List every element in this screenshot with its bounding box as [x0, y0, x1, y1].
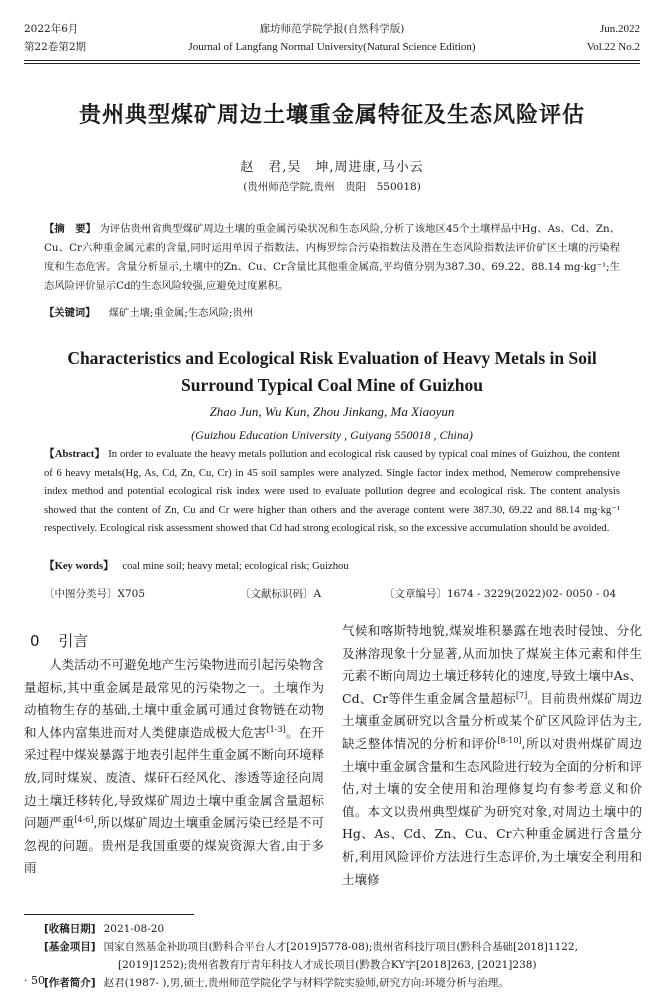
keywords-en-text: coal mine soil; heavy metal; ecological risk; Guizhou	[122, 561, 349, 572]
body-text: 人类活动不可避免地产生污染物进而引起污染物含量超标,其中重金属是最常见的污染物之一。土壤作为动植物生存的基础,土壤中重金属可通过食物链在动物和人体内富集进而对人类健康造成极大危害	[24, 657, 325, 740]
affiliation-cn: (贵州师范学院,贵州 贵阳 550018)	[243, 181, 421, 193]
footnote-fund	[44, 938, 644, 956]
body-column-right	[342, 620, 642, 891]
body-paragraph	[342, 620, 642, 891]
body-text: ,所以对贵州煤矿周边土壤中重金属含量和生态风险进行较为全面的分析和评估,对土壤的安全使用和治理修复均有参考意义和价值。本文以贵州典型煤矿为研究对象,对周边土壤中的Hg、As、Cd、Zn、Cu、Cr六种重金属进行含量分析,利用风险评价方法进行生态评价,为土壤安全利用和土壤修	[342, 735, 643, 887]
page-number: · 50 ·	[24, 974, 52, 987]
keywords-cn-label: 【关键词】	[44, 307, 96, 319]
body-text: 。目前贵州煤矿周边土壤重金属研究以含量分析或某个矿区风险评估为主,缺乏整体情况的分析和评价	[342, 690, 642, 751]
footnote-author-value: 赵君(1987- ),男,硕士,贵州师范学院化学与材料学院实验师,研究方向:环境分析与治理。	[103, 977, 509, 989]
body-text: 。在开采过程中煤炭暴露于地表引起伴生重金属不断向环境释放,同时煤炭、废渣、煤矸石经风化、渗透等途径向周边土壤迁移转化,导致煤矿周边土壤中重金属含量超标问题严重	[24, 724, 325, 831]
footnote-author-label: [作者简介]	[44, 977, 96, 989]
body-column-left	[24, 654, 324, 880]
abstract-cn	[44, 220, 620, 296]
title-en-line2: Surround Typical Coal Mine of Guizhou	[181, 375, 483, 395]
citation-ref: [7]	[515, 690, 528, 700]
section-title: 引言	[58, 632, 89, 650]
keywords-cn-text: 煤矿土壤;重金属;生态风险;贵州	[108, 307, 254, 319]
footnotes	[44, 920, 644, 992]
body-text: 气候和喀斯特地貌,煤炭堆积暴露在地表时侵蚀、分化及淋溶现象十分显著,从而加快了煤炭主体元素和伴生元素不断向周边土壤迁移转化的速度,导致土壤中As、Cd、Cr等伴生重金属含量超标	[342, 623, 642, 706]
footnote-author	[44, 974, 644, 992]
header-date-cn: 2022年6月	[24, 23, 79, 35]
clc-number: 〔中图分类号〕X705	[44, 588, 146, 600]
abstract-en-label: 【Abstract】	[44, 449, 106, 460]
header-journal-en: Journal of Langfang Normal University(Natural Science Edition)	[188, 41, 476, 53]
footnote-fund-line1: 国家自然基金补助项目(黔科合平台人才[2019]5778-08);贵州省科技厅项目(黔科合基础[2018]1122,	[103, 941, 578, 953]
footnote-received-value: 2021-08-20	[103, 923, 165, 935]
abstract-en-text: In order to evaluate the heavy metals pollution and ecological risk caused by typical coal mines of Guizhou, the content of 6 heavy metals(Hg, As, Cd, Zn, Cu, Cr) in 45 soil samples were analyzed. Single factor index method, Nemerow comprehensive index method and potential ecological risk index were used to evaluate pollution degree and ecological risk. The content analysis showed that the content of Zn, Cu and Cr were higher than others and the average content were 387.30, 69.22 and 88.14 mg·kg⁻¹ respectively. Ecological risk assessment showed that Cd had strong ecological risk, so the excessive accumulation should be avoided.	[44, 449, 620, 534]
abstract-cn-text: 为评估贵州省典型煤矿周边土壤的重金属污染状况和生态风险,分析了该地区45个土壤样品中Hg、As、Cd、Zn、Cu、Cr六种重金属元素的含量,同时运用单因子指数法、内梅罗综合污染指数法及潜在生态风险指数法评价矿区土壤的污染程度和生态危害。含量分析显示,土壤中的Zn、Cu、Cr含量比其他重金属高,平均值分别为387.30、69.22、88.14 mg·kg⁻¹;生态风险评价显示Cd的生态风险较强,应避免过度累积。	[44, 223, 621, 292]
footnote-received	[44, 920, 644, 938]
citation-ref: [4-6]	[74, 815, 94, 824]
body-text: ,所以煤矿周边土壤重金属污染已经是不可忽视的问题。贵州是我国重要的煤炭资源大省,由于多雨	[24, 815, 324, 876]
header-volume-cn: 第22卷第2期	[24, 41, 87, 53]
header-rule-top	[24, 60, 640, 61]
section-number: 0	[30, 632, 40, 650]
keywords-en-label: 【Key words】	[44, 561, 114, 572]
section-heading	[30, 630, 88, 651]
affiliation-en: (Guizhou Education University , Guiyang 550018 , China)	[191, 428, 473, 442]
footnote-fund-cont	[44, 956, 644, 974]
footnote-divider	[24, 914, 194, 915]
keywords-en	[44, 558, 620, 577]
authors-cn: 赵 君,吴 坤,周进康,马小云	[240, 160, 424, 175]
authors-en: Zhao Jun, Wu Kun, Zhou Jinkang, Ma Xiaoyun	[209, 404, 455, 419]
body-paragraph	[24, 654, 324, 880]
article-number: 〔文章编号〕1674 - 3229(2022)02- 0050 - 04	[384, 588, 617, 600]
document-code: 〔文献标识码〕A	[240, 588, 322, 600]
abstract-en	[44, 446, 620, 539]
footnote-fund-line2: [2019]1252);贵州省教育厅青年科技人才成长项目(黔教合KY字[2018]263, [2021]238)	[118, 959, 537, 971]
citation-ref: [8-10]	[497, 735, 522, 745]
citation-ref: [1-3]	[266, 724, 286, 734]
header-date-en: Jun.2022	[599, 23, 640, 35]
header-volume-en: Vol.22 No.2	[586, 41, 640, 53]
header-journal-cn: 廊坊师范学院学报(自然科学版)	[259, 23, 405, 35]
header-rule-bottom	[24, 63, 640, 64]
abstract-cn-label: 【摘 要】	[44, 223, 96, 235]
title-cn: 贵州典型煤矿周边土壤重金属特征及生态风险评估	[78, 103, 585, 128]
keywords-cn	[44, 304, 620, 323]
title-en-line1: Characteristics and Ecological Risk Evaluation of Heavy Metals in Soil	[67, 348, 597, 368]
footnote-fund-label: [基金项目]	[44, 941, 96, 953]
footnote-received-label: [收稿日期]	[44, 923, 96, 935]
